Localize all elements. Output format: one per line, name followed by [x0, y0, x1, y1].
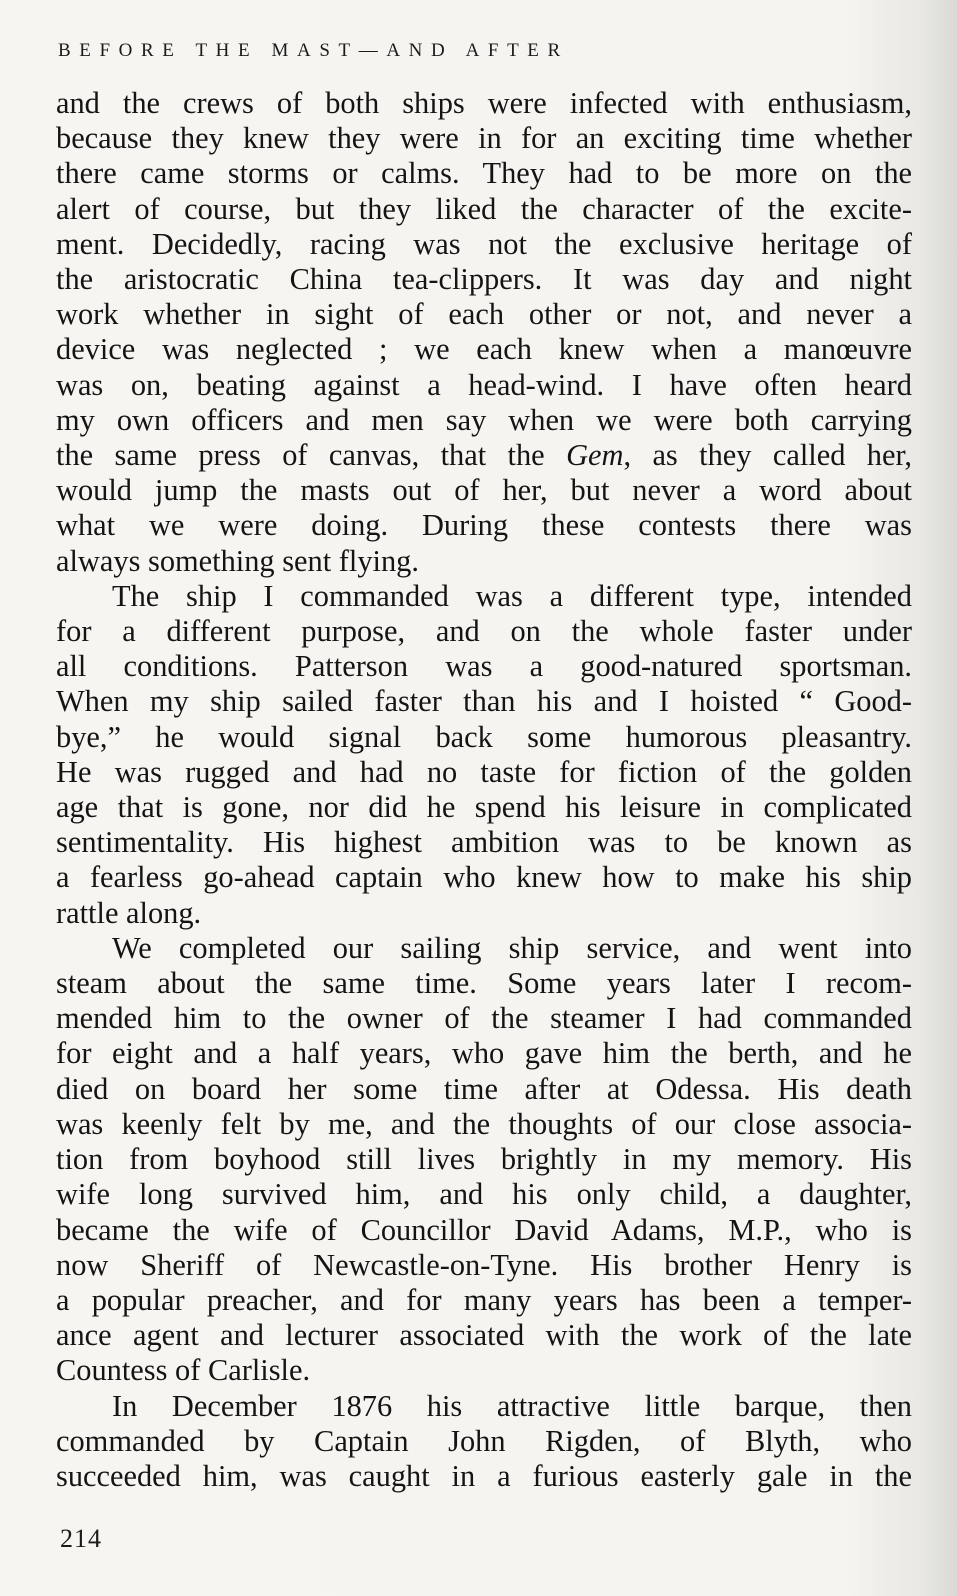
text-line: because they knew they were in for an exciting time whether	[56, 121, 912, 156]
text-line: work whether in sight of each other or not, and never a	[56, 297, 912, 332]
text-line: died on board her some time after at Odessa. His death	[56, 1071, 912, 1106]
text-line: When my ship sailed faster than his and I hoisted “ Good-	[56, 684, 912, 719]
text-line: the aristocratic China tea-clippers. It was day and night	[56, 262, 912, 297]
text-line: mended him to the owner of the steamer I had commanded	[56, 1001, 912, 1036]
text-line: a fearless go-ahead captain who knew how to make his ship	[56, 860, 912, 895]
paragraph-1	[56, 86, 912, 579]
text-line: rattle along.	[56, 895, 202, 930]
text-line: He was rugged and had no taste for fiction of the golden	[56, 754, 912, 789]
text-line: Countess of Carlisle.	[56, 1353, 311, 1388]
text-line: always something sent flying.	[56, 543, 419, 578]
text-line: and the crews of both ships were infected with enthusiasm,	[56, 86, 912, 120]
text-line: succeeded him, was caught in a furious easterly gale in the	[56, 1458, 912, 1493]
paragraph-4	[56, 1389, 912, 1495]
text-line: was keenly felt by me, and the thoughts of our close associa-	[56, 1106, 912, 1141]
text-line: ance agent and lecturer associated with the work of the late	[56, 1318, 912, 1353]
text-line: alert of course, but they liked the character of the excite-	[56, 191, 912, 226]
text-line: In December 1876 his attractive little barque, then	[112, 1388, 912, 1423]
paragraph-3	[56, 931, 912, 1389]
text-line: my own officers and men say when we were both carrying	[56, 402, 912, 437]
text-line: what we were doing. During these contests there was	[56, 508, 912, 543]
text-line: sentimentality. His highest ambition was to be known as	[56, 825, 912, 860]
text-line: tion from boyhood still lives brightly in my memory. His	[56, 1142, 912, 1177]
text-line: wife long survived him, and his only child, a daughter,	[56, 1177, 912, 1212]
text-line: steam about the same time. Some years later I recom-	[56, 966, 912, 1001]
text-line: commanded by Captain John Rigden, of Blyth, who	[56, 1423, 912, 1458]
ship-name: Gem	[566, 438, 624, 473]
text-line: became the wife of Councillor David Adams, M.P., who is	[56, 1212, 912, 1247]
text-line: was on, beating against a head-wind. I have often heard	[56, 367, 912, 402]
text-line: there came storms or calms. They had to be more on the	[56, 156, 912, 191]
page-number: 214	[60, 1524, 102, 1553]
text-line: The ship I commanded was a different type, intended	[112, 578, 912, 613]
text-line: ment. Decidedly, racing was not the exclusive heritage of	[56, 226, 912, 261]
text-line: We completed our sailing ship service, and went into	[112, 930, 912, 965]
running-head: BEFORE THE MAST—AND AFTER	[58, 40, 569, 61]
text-line: age that is gone, nor did he spend his leisure in complicated	[56, 790, 912, 825]
text-line: now Sheriff of Newcastle-on-Tyne. His brother Henry is	[56, 1247, 912, 1282]
text-line: a popular preacher, and for many years has been a temper-	[56, 1282, 912, 1317]
text-line: device was neglected ; we each knew when a manœuvre	[56, 332, 912, 367]
text-line: all conditions. Patterson was a good-natured sportsman.	[56, 649, 912, 684]
text-line-gem: the same press of canvas, that the Gem, as they called her,	[56, 438, 912, 473]
body-text	[56, 86, 912, 1494]
text-line: for eight and a half years, who gave him the berth, and he	[56, 1036, 912, 1071]
paragraph-2	[56, 579, 912, 931]
text-line: bye,” he would signal back some humorous pleasantry.	[56, 719, 912, 754]
text-line: would jump the masts out of her, but never a word about	[56, 473, 912, 508]
text-line: for a different purpose, and on the whole faster under	[56, 614, 912, 649]
